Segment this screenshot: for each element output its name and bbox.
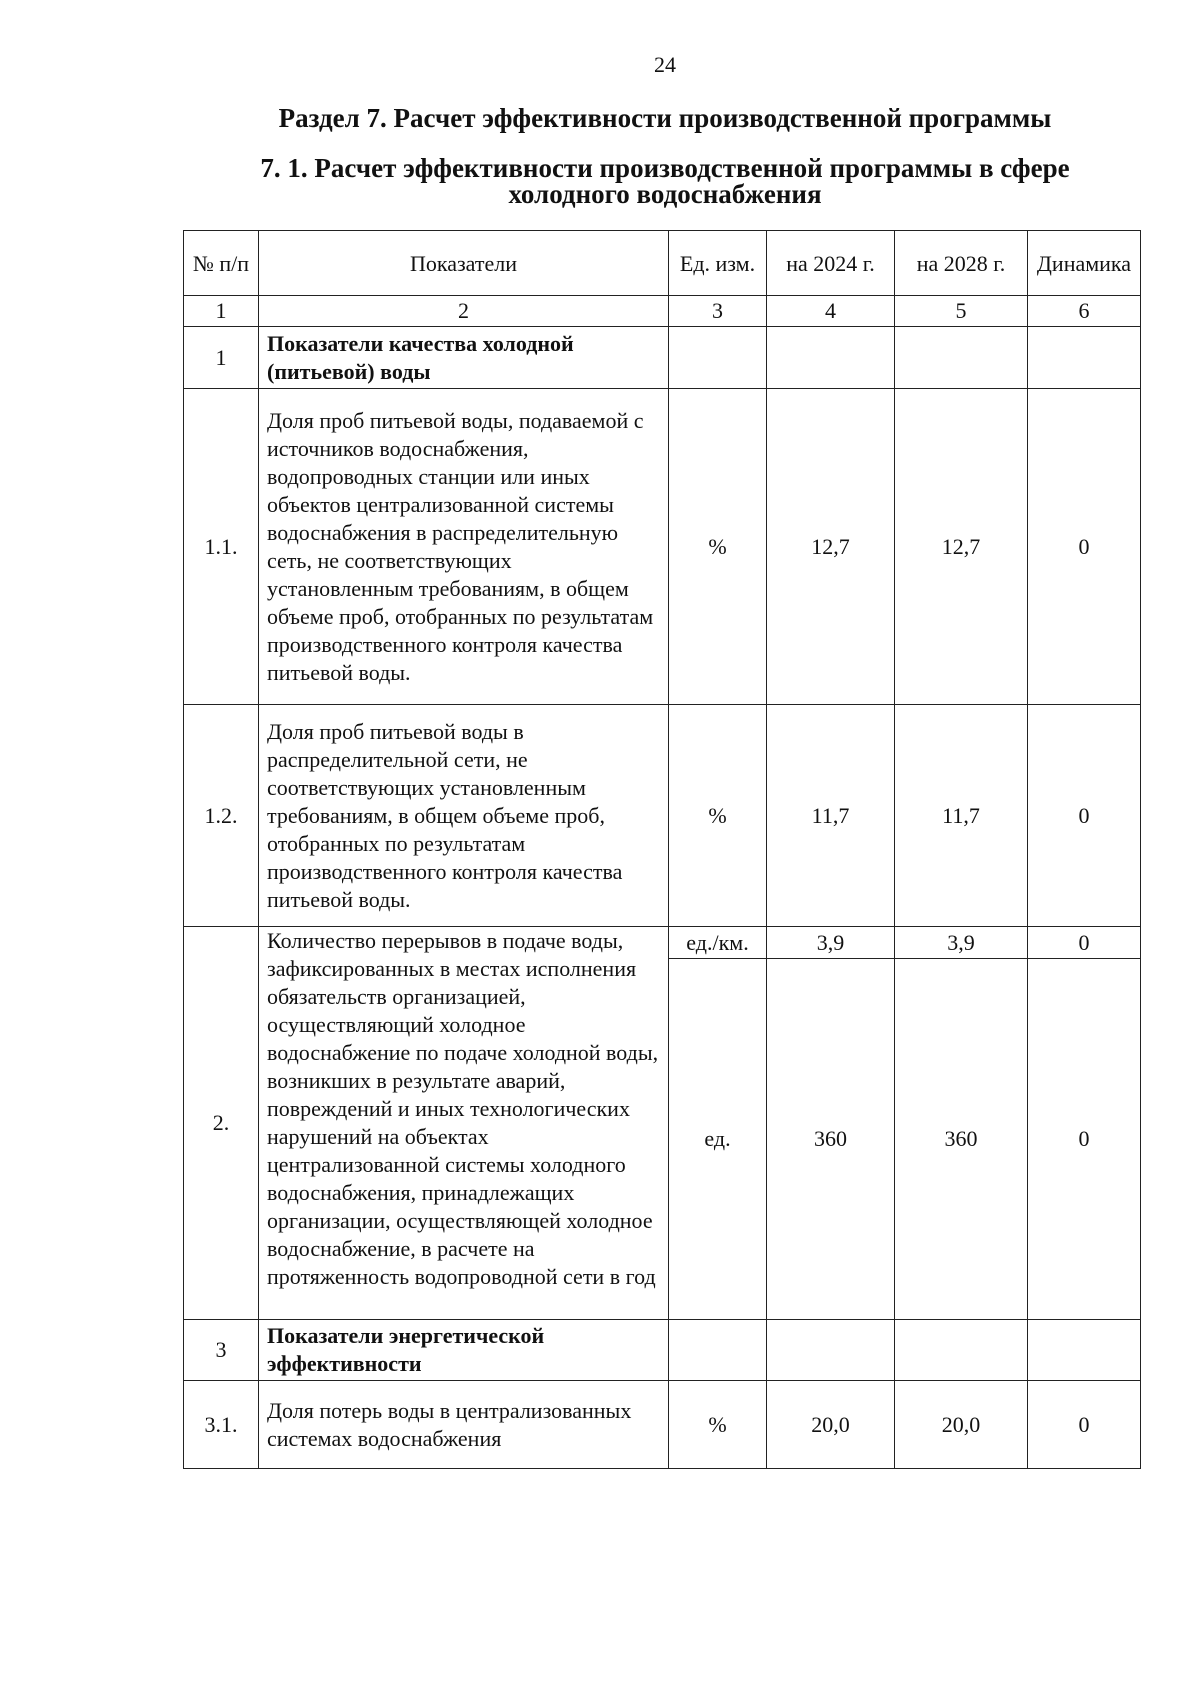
column-number: 1 bbox=[184, 296, 259, 327]
column-number: 4 bbox=[767, 296, 895, 327]
row-dynamics: 0 bbox=[1028, 927, 1141, 959]
row-indicator: Показатели энергетической эффективности bbox=[259, 1320, 669, 1381]
header-2024: на 2024 г. bbox=[767, 231, 895, 296]
row-value-2028: 20,0 bbox=[895, 1381, 1028, 1469]
subsection-title-line2: холодного водоснабжения bbox=[508, 179, 822, 209]
page-number: 24 bbox=[654, 52, 676, 77]
column-number: 6 bbox=[1028, 296, 1141, 327]
section-title: Раздел 7. Расчет эффективности производственной программы bbox=[278, 103, 1052, 133]
row-indicator: Показатели качества холодной (питьевой) воды bbox=[259, 327, 669, 389]
row-dynamics: 0 bbox=[1028, 959, 1141, 1320]
row-value-2028: 12,7 bbox=[895, 389, 1028, 705]
row-number: 3 bbox=[184, 1320, 259, 1381]
row-indicator: Количество перерывов в подаче воды, зафиксированных в местах исполнения обязательств организацией, осуществляющий холодное водоснабжение по подаче холодной воды, возникших в результате аварий, повреждений и иных технологических нарушений на объектах централизованной системы холодного водоснабжения, принадлежащих организации, осуществляющей холодное водоснабжение, в расчете на протяженность водопроводной сети в год bbox=[259, 927, 669, 1320]
row-number: 1 bbox=[184, 327, 259, 389]
table-row bbox=[184, 1381, 1141, 1469]
row-value-2024: 12,7 bbox=[767, 389, 895, 705]
column-number: 3 bbox=[669, 296, 767, 327]
row-unit: ед./км. bbox=[669, 927, 767, 959]
row-unit: % bbox=[669, 1381, 767, 1469]
row-value-2024: 11,7 bbox=[767, 705, 895, 927]
table-row bbox=[184, 705, 1141, 927]
header-2028: на 2028 г. bbox=[895, 231, 1028, 296]
table-row bbox=[184, 1320, 1141, 1381]
row-value-2028: 3,9 bbox=[895, 927, 1028, 959]
row-value-2024: 360 bbox=[767, 959, 895, 1320]
row-value-2024: 3,9 bbox=[767, 927, 895, 959]
row-dynamics: 0 bbox=[1028, 705, 1141, 927]
column-number-row bbox=[184, 296, 1141, 327]
table-row bbox=[184, 927, 1141, 959]
row-value-2028: 11,7 bbox=[895, 705, 1028, 927]
row-indicator: Доля потерь воды в централизованных системах водоснабжения bbox=[259, 1381, 669, 1469]
row-number: 1.2. bbox=[184, 705, 259, 927]
subsection-title-line1: 7. 1. Расчет эффективности производственной программы в сфере bbox=[260, 153, 1070, 183]
efficiency-table-wrap bbox=[183, 230, 1141, 1469]
subsection-title bbox=[0, 155, 1200, 207]
header-dynamics: Динамика bbox=[1028, 231, 1141, 296]
row-indicator: Доля проб питьевой воды в распределительной сети, не соответствующих установленным требованиям, в общем объеме проб, отобранных по результатам производственного контроля качества питьевой воды. bbox=[259, 705, 669, 927]
row-dynamics: 0 bbox=[1028, 389, 1141, 705]
column-number: 2 bbox=[259, 296, 669, 327]
row-indicator: Доля проб питьевой воды, подаваемой с источников водоснабжения, водопроводных станции или иных объектов централизованной системы водоснабжения в распределительную сеть, не соответствующих установленным требованиям, в общем объеме проб, отобранных по результатам производственного контроля качества питьевой воды. bbox=[259, 389, 669, 705]
row-dynamics: 0 bbox=[1028, 1381, 1141, 1469]
row-value-2028: 360 bbox=[895, 959, 1028, 1320]
row-unit: ед. bbox=[669, 959, 767, 1320]
row-unit: % bbox=[669, 389, 767, 705]
row-number: 3.1. bbox=[184, 1381, 259, 1469]
table-row bbox=[184, 389, 1141, 705]
row-value-2024: 20,0 bbox=[767, 1381, 895, 1469]
header-unit: Ед. изм. bbox=[669, 231, 767, 296]
table-row bbox=[184, 327, 1141, 389]
row-number: 2. bbox=[184, 927, 259, 1320]
row-number: 1.1. bbox=[184, 389, 259, 705]
header-row bbox=[184, 231, 1141, 296]
header-num: № п/п bbox=[184, 231, 259, 296]
header-indicator: Показатели bbox=[259, 231, 669, 296]
efficiency-table bbox=[183, 230, 1141, 1469]
column-number: 5 bbox=[895, 296, 1028, 327]
row-unit: % bbox=[669, 705, 767, 927]
